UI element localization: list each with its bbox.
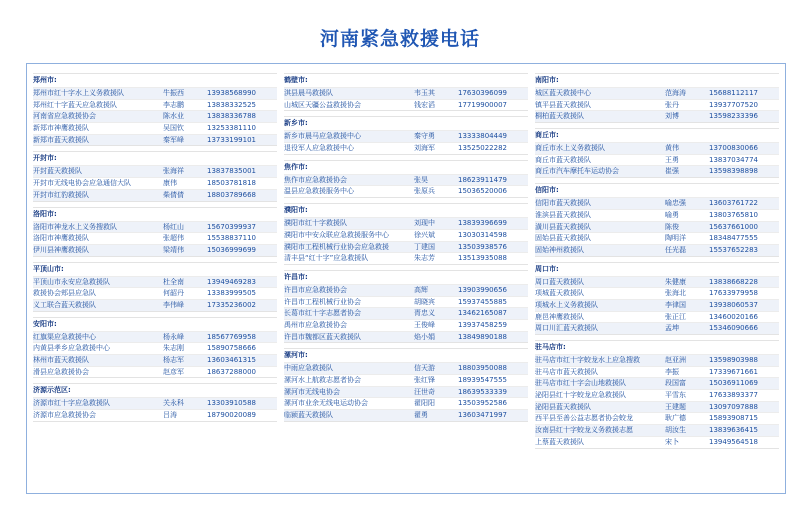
phone-number: 13938060537	[709, 300, 758, 309]
table-row	[33, 221, 277, 233]
team-name: 郑州市红十字水上义务救援队	[33, 89, 124, 97]
city-group	[284, 155, 528, 198]
team-name: 固始神州救援队	[535, 245, 584, 254]
phone-number: 13839636415	[709, 426, 758, 435]
city-group	[33, 378, 277, 421]
team-name: 开封蓝天救援队	[33, 167, 82, 176]
table-row	[33, 397, 277, 409]
contact-name: 平雪东	[665, 391, 686, 400]
contact-name: 杨永峰	[163, 332, 184, 341]
phone-number: 13949469283	[207, 277, 256, 286]
city-group	[535, 257, 779, 335]
contact-name: 范海涛	[665, 89, 686, 97]
contact-name: 李志鹏	[163, 100, 184, 109]
table-row	[535, 221, 779, 233]
phone-number: 15346090666	[709, 324, 758, 333]
contact-name: 吕涛	[163, 411, 177, 420]
contact-name: 杨志军	[163, 356, 184, 364]
contact-name: 张原兵	[414, 187, 435, 196]
team-name: 许昌市魏都区蓝天救援队	[284, 332, 361, 341]
team-name: 济源市应急救援协会	[33, 411, 96, 420]
team-name: 长葛市红十字志愿者协会	[284, 309, 361, 318]
contact-name: 康伟	[163, 179, 177, 188]
column-3	[535, 68, 779, 449]
table-row	[284, 296, 528, 308]
contact-name: 孟坤	[665, 324, 679, 333]
city-heading: 周口市:	[535, 262, 779, 276]
phone-number: 17630396099	[458, 89, 507, 97]
table-row	[284, 130, 528, 142]
contact-name: 张红锋	[414, 376, 435, 384]
contact-name: 张海北	[665, 289, 686, 298]
phone-number: 13253381110	[207, 124, 256, 133]
team-name: 周口川汇蓝天救援队	[535, 324, 598, 333]
city-heading: 济源示范区:	[33, 383, 277, 397]
phone-number: 13303910588	[207, 399, 256, 408]
city-group	[535, 68, 779, 123]
contact-name: 陶明洋	[665, 234, 686, 243]
table-row	[535, 110, 779, 122]
phone-number: 13938568990	[207, 89, 256, 97]
phone-number: 13598903988	[709, 356, 758, 364]
table-row	[535, 424, 779, 436]
table-row	[33, 409, 277, 421]
phone-number: 17339671661	[709, 367, 758, 376]
team-name: 商丘市汽车摩托车运动协会	[535, 167, 619, 176]
phone-number: 13598398898	[709, 167, 758, 176]
phone-number: 13097097888	[709, 402, 758, 411]
phone-number: 15893908715	[709, 414, 758, 423]
contact-name: 徐兴斌	[414, 230, 435, 239]
team-name: 汝南县红十字蛟龙义务救援志愿	[535, 426, 633, 435]
city-group	[33, 312, 277, 379]
team-name: 潢川县蓝天救援队	[535, 222, 591, 231]
team-name: 淇县晨马救援队	[284, 89, 333, 97]
team-name: 中雨应急救援队	[284, 364, 333, 373]
team-name: 滑县应急救援协会	[33, 367, 89, 376]
contact-name: 段国富	[665, 379, 686, 388]
team-name: 西平县至善公益志愿者协会蛟龙	[535, 414, 633, 423]
table-row	[284, 174, 528, 186]
table-row	[535, 209, 779, 221]
table-row	[284, 374, 528, 386]
contact-name: 关永科	[163, 399, 184, 408]
team-name: 红旗渠应急救援中心	[33, 332, 96, 341]
phone-number: 17335236002	[207, 300, 256, 309]
table-row	[535, 412, 779, 424]
table-row	[284, 284, 528, 296]
contact-name: 喻勇	[665, 210, 679, 219]
table-row	[535, 165, 779, 177]
contact-name: 李伟峰	[163, 300, 184, 309]
team-name: 许昌市应急救援协会	[284, 285, 347, 294]
table-row	[33, 299, 277, 311]
contact-name: 朱健康	[665, 277, 686, 286]
contact-name: 胥忠义	[414, 309, 435, 318]
table-row	[33, 232, 277, 244]
city-heading: 濮阳市:	[284, 203, 528, 217]
phone-number: 13838332525	[207, 100, 256, 109]
contact-name: 喻忠强	[665, 199, 686, 208]
team-name: 濮阳市工程机械行业协会应急救援	[284, 242, 389, 251]
team-name: 开封市无线电协会应急通信大队	[33, 179, 131, 188]
table-row	[535, 276, 779, 288]
team-name: 退役军人应急救援中心	[284, 144, 354, 153]
table-row	[284, 241, 528, 253]
table-row	[284, 386, 528, 398]
contact-name: 张超伟	[163, 234, 184, 243]
team-name: 上蔡蓝天救援队	[535, 437, 584, 446]
phone-number: 18790020089	[207, 411, 256, 420]
city-heading: 开封市:	[33, 151, 277, 165]
table-row	[33, 331, 277, 343]
city-heading: 新乡市:	[284, 116, 528, 130]
table-row	[284, 252, 528, 264]
table-row	[535, 389, 779, 401]
table-row	[535, 299, 779, 311]
table-row	[535, 311, 779, 323]
team-name: 信阳市蓝天救援队	[535, 199, 591, 208]
contact-name: 崔强	[665, 167, 679, 176]
team-name: 郑州红十字蓝天应急救援队	[33, 100, 117, 109]
team-name: 温县应急救援服务中心	[284, 187, 354, 196]
table-row	[284, 142, 528, 154]
phone-number: 18567769958	[207, 332, 256, 341]
city-heading: 洛阳市:	[33, 207, 277, 221]
table-row	[284, 307, 528, 319]
table-row	[535, 244, 779, 256]
team-name: 濮阳市红十字救援队	[284, 219, 347, 228]
phone-number: 13030314598	[458, 230, 507, 239]
team-name: 泌阳县红十字蛟龙应急救援队	[535, 391, 626, 400]
table-row	[33, 244, 277, 256]
table-row	[535, 232, 779, 244]
phone-number: 18637288000	[207, 367, 256, 376]
table-row	[284, 409, 528, 421]
team-name: 驻马店市红十字蛟龙水上应急搜救	[535, 356, 640, 364]
team-name: 洛阳市神鹰救援队	[33, 234, 89, 243]
table-row	[535, 154, 779, 166]
contact-name: 胡汝生	[665, 426, 686, 435]
table-row	[535, 197, 779, 209]
phone-number: 13603761722	[709, 199, 758, 208]
city-group	[284, 111, 528, 154]
phone-number: 15688112117	[709, 89, 758, 97]
contact-name: 秦军峰	[163, 135, 184, 144]
team-name: 救援协会郏县应急队	[33, 289, 96, 298]
table-row	[33, 342, 277, 354]
contact-name: 丁建国	[414, 242, 435, 251]
city-heading: 漯河市:	[284, 348, 528, 362]
team-name: 济源市红十字应急救援队	[33, 399, 110, 408]
team-name: 固始县蓝天救援队	[535, 234, 591, 243]
phone-number: 13462165087	[458, 309, 507, 318]
table-row	[284, 87, 528, 99]
city-heading: 信阳市:	[535, 183, 779, 197]
table-row	[33, 134, 277, 146]
team-name: 山城区天疆公益救援协会	[284, 100, 361, 109]
contact-name: 杨红山	[163, 222, 184, 231]
city-group	[33, 146, 277, 201]
contact-name: 韦玉其	[414, 89, 435, 97]
team-name: 桐柏蓝天救援队	[535, 112, 584, 121]
team-name: 清丰县“红十字”应急救援队	[284, 254, 369, 263]
contact-name: 黄伟	[665, 144, 679, 153]
team-name: 开封市红豹救援队	[33, 190, 89, 199]
city-heading: 南阳市:	[535, 73, 779, 87]
team-name: 商丘市水上义务救援队	[535, 144, 605, 153]
contact-name: 牛振西	[163, 89, 184, 97]
phone-number: 18348477555	[709, 234, 758, 243]
table-row	[284, 185, 528, 197]
phone-number: 18803950088	[458, 364, 507, 373]
phone-number: 13837034774	[709, 155, 758, 164]
contact-name: 陈水业	[163, 112, 184, 121]
city-group	[284, 343, 528, 421]
contact-name: 信天游	[414, 364, 435, 373]
city-group	[33, 257, 277, 312]
contact-name: 汪世奇	[414, 387, 435, 396]
phone-number: 13503952586	[458, 399, 507, 408]
table-row	[535, 377, 779, 389]
contact-name: 朱志刚	[163, 344, 184, 353]
table-row	[33, 87, 277, 99]
team-name: 伊川县神鹰救援队	[33, 245, 89, 254]
table-row	[33, 165, 277, 177]
team-name: 林州市蓝天救援队	[33, 356, 89, 364]
phone-number: 18623911479	[458, 175, 507, 184]
phone-number: 13803765810	[709, 210, 758, 219]
contact-name: 王俊峰	[414, 320, 435, 329]
contact-name: 朱志芳	[414, 254, 435, 263]
team-name: 项城蓝天救援队	[535, 289, 584, 298]
phone-number: 13903990656	[458, 285, 507, 294]
table-row	[33, 354, 277, 366]
phone-number: 13849890188	[458, 332, 507, 341]
city-group	[33, 68, 277, 146]
contact-name: 刘海军	[414, 144, 435, 153]
contact-name: 钱宏滔	[414, 100, 435, 109]
contact-name: 何韶丹	[163, 289, 184, 298]
city-heading: 焦作市:	[284, 160, 528, 174]
city-heading: 商丘市:	[535, 128, 779, 142]
table-row	[284, 229, 528, 241]
contact-name: 张昊	[414, 175, 428, 184]
phone-number: 13839396699	[458, 219, 507, 228]
city-heading: 许昌市:	[284, 270, 528, 284]
team-name: 平顶山市永安应急救援队	[33, 277, 110, 286]
team-name: 内黄县孝乡应急救援中心	[33, 344, 110, 353]
phone-number: 17633893377	[709, 391, 758, 400]
table-row	[284, 217, 528, 229]
team-name: 驻马店市红十字会山地救援队	[535, 379, 626, 388]
table-row	[535, 322, 779, 334]
team-name: 漯河水上航救志愿者协会	[284, 376, 361, 384]
phone-number: 18503781818	[207, 179, 256, 188]
table-row	[535, 87, 779, 99]
phone-number: 15036999699	[207, 245, 256, 254]
phone-number: 13949564518	[709, 437, 758, 446]
phone-number: 13460020166	[709, 312, 758, 321]
contact-name: 焰小娟	[414, 332, 435, 341]
table-row	[535, 401, 779, 413]
table-row	[535, 99, 779, 111]
table-row	[535, 354, 779, 366]
team-name: 焦作市应急救援协会	[284, 175, 347, 184]
phone-number: 13383999505	[207, 289, 256, 298]
contact-name: 耿广德	[665, 414, 686, 423]
phone-number: 13838336788	[207, 112, 256, 121]
contact-name: 张正江	[665, 312, 686, 321]
column-1	[33, 68, 277, 422]
team-name: 新乡市晨马应急救援中心	[284, 132, 361, 141]
phone-number: 15538837110	[207, 234, 256, 243]
contact-name: 赵亚洲	[665, 356, 686, 364]
contact-name: 刘博	[665, 112, 679, 121]
city-heading: 鹤壁市:	[284, 73, 528, 87]
team-name: 新郑市神鹰救援队	[33, 124, 89, 133]
phone-number: 13503938576	[458, 242, 507, 251]
city-group	[284, 198, 528, 265]
phone-number: 15890758666	[207, 344, 256, 353]
table-row	[33, 287, 277, 299]
table-row	[33, 366, 277, 378]
phone-number: 15637661000	[709, 222, 758, 231]
contact-name: 胡晓宾	[414, 297, 435, 306]
city-heading: 平顶山市:	[33, 262, 277, 276]
team-name: 城区蓝天救援中心	[535, 89, 591, 97]
phone-number: 15537652283	[709, 245, 758, 254]
contact-name: 翟勇	[414, 411, 428, 420]
city-group	[33, 202, 277, 257]
table-row	[535, 287, 779, 299]
contact-name: 王建题	[665, 402, 686, 411]
team-name: 漯河市无线电协会	[284, 387, 340, 396]
phone-number: 18939547555	[458, 376, 507, 384]
table-row	[284, 331, 528, 343]
city-group	[535, 335, 779, 449]
contact-name: 张丹	[665, 100, 679, 109]
phone-number: 13838668228	[709, 277, 758, 286]
contact-name: 张海祥	[163, 167, 184, 176]
contact-name: 秦守勇	[414, 132, 435, 141]
phone-number: 15036911069	[709, 379, 758, 388]
contact-name: 任光磊	[665, 245, 686, 254]
team-name: 泌阳县蓝天救援队	[535, 402, 591, 411]
phone-number: 18639533339	[458, 387, 507, 396]
city-heading: 郑州市:	[33, 73, 277, 87]
team-name: 商丘市蓝天救援队	[535, 155, 591, 164]
table-row	[33, 177, 277, 189]
table-row	[33, 99, 277, 111]
phone-number: 15937455885	[458, 297, 507, 306]
table-row	[284, 319, 528, 331]
team-name: 许昌市工程机械行业协会	[284, 297, 361, 306]
contact-name: 王勇	[665, 155, 679, 164]
contact-name: 赵彦军	[163, 367, 184, 376]
phone-number: 13603461315	[207, 356, 256, 364]
phone-number: 13937707520	[709, 100, 758, 109]
contact-name: 吴国钦	[163, 124, 184, 133]
phone-number: 15670399937	[207, 222, 256, 231]
contact-name: 柴倩倩	[163, 190, 184, 199]
contact-name: 高辉	[414, 285, 428, 294]
team-name: 临颍蓝天救援队	[284, 411, 333, 420]
phone-number: 17633979958	[709, 289, 758, 298]
phone-number: 13733199101	[207, 135, 256, 144]
phone-number: 13837835001	[207, 167, 256, 176]
phone-number: 13603471997	[458, 411, 507, 420]
directory-frame	[26, 63, 786, 494]
city-group	[535, 123, 779, 178]
phone-number: 15036520006	[458, 187, 507, 196]
team-name: 周口蓝天救援队	[535, 277, 584, 286]
phone-number: 13598233396	[709, 112, 758, 121]
contact-name: 李律国	[665, 300, 686, 309]
phone-number: 13700830066	[709, 144, 758, 153]
team-name: 新郑市蓝天救援队	[33, 135, 89, 144]
team-name: 驻马店市蓝天救援队	[535, 367, 598, 376]
contact-name: 梁靖伟	[163, 245, 184, 254]
contact-name: 陈俊	[665, 222, 679, 231]
table-row	[535, 436, 779, 448]
table-row	[33, 189, 277, 201]
team-name: 洛阳市神龙水上义务搜救队	[33, 222, 117, 231]
team-name: 禹州市应急救援协会	[284, 320, 347, 329]
contact-name: 李振	[665, 367, 679, 376]
team-name: 淮滨县蓝天救援队	[535, 210, 591, 219]
phone-number: 18803789668	[207, 190, 256, 199]
column-2	[284, 68, 528, 422]
phone-number: 13333804449	[458, 132, 507, 141]
contact-name: 刘现中	[414, 219, 435, 228]
team-name: 漯河市业余无线电运动协会	[284, 399, 368, 408]
team-name: 鹿邑神鹰救援队	[535, 312, 584, 321]
table-row	[284, 397, 528, 409]
table-row	[284, 362, 528, 374]
table-row	[33, 276, 277, 288]
team-name: 河南省应急救援协会	[33, 112, 96, 121]
contact-name: 翟阳阳	[414, 399, 435, 408]
city-heading: 驻马店市:	[535, 340, 779, 354]
team-name: 濮阳市中安众联应急救援服务中心	[284, 230, 389, 239]
table-row	[284, 99, 528, 111]
phone-number: 13937458259	[458, 320, 507, 329]
team-name: 镇平县蓝天救援队	[535, 100, 591, 109]
table-row	[33, 110, 277, 122]
city-group	[284, 68, 528, 111]
phone-number: 13525022282	[458, 144, 507, 153]
page-title: 河南紧急救援电话	[319, 28, 480, 50]
phone-number: 17719900007	[458, 100, 507, 109]
team-name: 项城水上义务救援队	[535, 300, 598, 309]
table-row	[535, 366, 779, 378]
contact-name: 宋卜	[665, 437, 679, 446]
phone-number: 13513935088	[458, 254, 507, 263]
city-group	[284, 265, 528, 343]
city-group	[535, 178, 779, 256]
table-row	[33, 122, 277, 134]
table-row	[535, 142, 779, 154]
contact-name: 杜全南	[163, 277, 184, 286]
team-name: 义工联合蓝天救援队	[33, 300, 96, 309]
city-heading: 安阳市:	[33, 317, 277, 331]
